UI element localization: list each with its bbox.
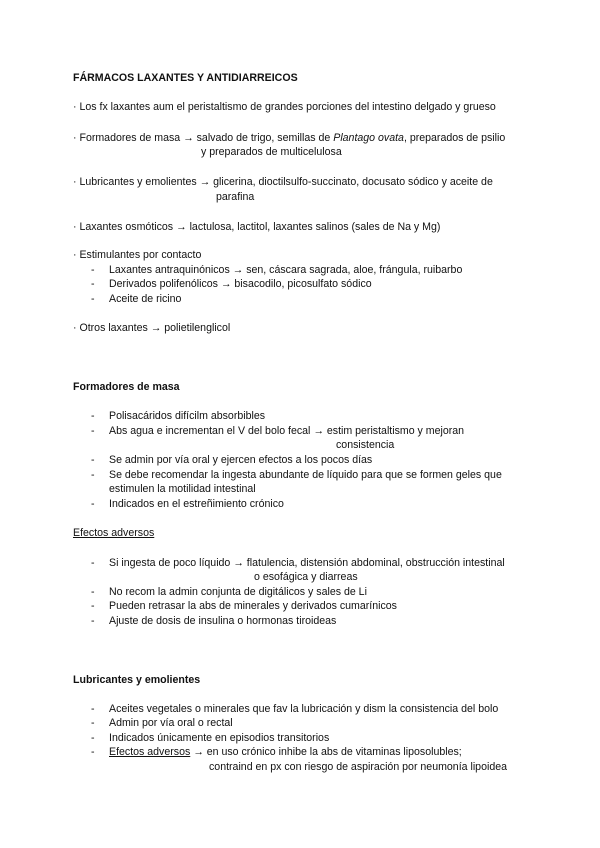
lubr-item-1: Aceites vegetales o minerales que fav la lubricación y dism la consistencia del bolo — [109, 703, 499, 715]
masa-efecto-3: Pueden retrasar la abs de minerales y derivados cumarínicos — [109, 600, 397, 612]
lubr-item-4-text: → en uso crónico inhibe la abs de vitaminas liposolubles; — [190, 746, 462, 758]
masa-item-5: Indicados en el estreñimiento crónico — [109, 498, 284, 510]
bullet-dash: - — [91, 498, 95, 510]
bullet-dash: - — [91, 615, 95, 627]
lubr-item-4 — [109, 746, 462, 759]
bullet-dash: - — [91, 425, 95, 437]
lubr-efectos-adversos-label: Efectos adversos — [109, 746, 191, 758]
intro-line-lubricantes-cont: parafina — [216, 191, 255, 203]
intro-line-estimulantes: · Estimulantes por contacto — [73, 249, 202, 261]
bullet-dash: - — [91, 278, 95, 290]
intro-formadores-text: · Formadores de masa → salvado de trigo, semillas de — [73, 132, 334, 144]
bullet-dash: - — [91, 703, 95, 715]
bullet-dash: - — [91, 557, 95, 569]
intro-estim-item-3: Aceite de ricino — [109, 293, 182, 305]
masa-item-4: Se debe recomendar la ingesta abundante de líquido para que se formen geles que — [109, 469, 502, 481]
bullet-dash: - — [91, 586, 95, 598]
masa-item-2-cont: consistencia — [336, 439, 395, 451]
intro-line-formadores-cont: y preparados de multicelulosa — [201, 146, 342, 158]
masa-item-4-cont: estimulen la motilidad intestinal — [109, 483, 256, 495]
masa-efecto-2: No recom la admin conjunta de digitálicos y sales de Li — [109, 586, 367, 598]
bullet-dash: - — [91, 717, 95, 729]
intro-formadores-text-end: , preparados de psilio — [403, 132, 506, 144]
page-title: FÁRMACOS LAXANTES Y ANTIDIARREICOS — [73, 72, 298, 84]
intro-line-otros: · Otros laxantes → polietilenglicol — [73, 322, 231, 334]
section-heading-formadores: Formadores de masa — [73, 381, 180, 393]
masa-item-1: Polisacáridos difícilm absorbibles — [109, 410, 266, 422]
masa-item-2: Abs agua e incrementan el V del bolo fecal → estim peristaltismo y mejoran — [109, 425, 465, 437]
intro-line-osmoticos: · Laxantes osmóticos → lactulosa, lactitol, laxantes salinos (sales de Na y Mg) — [73, 221, 441, 233]
intro-line-lubricantes: · Lubricantes y emolientes → glicerina, dioctilsulfo-succinato, docusato sódico y aceite de — [73, 176, 493, 188]
intro-estim-item-2: Derivados polifenólicos → bisacodilo, picosulfato sódico — [109, 278, 372, 290]
bullet-dash: - — [91, 264, 95, 276]
section-heading-lubricantes: Lubricantes y emolientes — [73, 674, 201, 686]
intro-line-laxantes: · Los fx laxantes aum el peristaltismo de grandes porciones del intestino delgado y grueso — [73, 101, 496, 113]
bullet-dash: - — [91, 293, 95, 305]
intro-line-formadores — [73, 132, 505, 145]
bullet-dash: - — [91, 469, 95, 481]
lubr-item-3: Indicados únicamente en episodios transitorios — [109, 732, 330, 744]
bullet-dash: - — [91, 732, 95, 744]
masa-efecto-4: Ajuste de dosis de insulina o hormonas tiroideas — [109, 615, 337, 627]
lubr-item-2: Admin por vía oral o rectal — [109, 717, 233, 729]
masa-item-3: Se admin por vía oral y ejercen efectos a los pocos días — [109, 454, 373, 466]
masa-efecto-1-cont: o esofágica y diarreas — [254, 571, 358, 583]
bullet-dash: - — [91, 454, 95, 466]
bullet-dash: - — [91, 410, 95, 422]
masa-efecto-1: Si ingesta de poco líquido → flatulencia, distensión abdominal, obstrucción intestinal — [109, 557, 505, 569]
subheading-efectos-adversos: Efectos adversos — [73, 527, 155, 539]
bullet-dash: - — [91, 746, 95, 758]
bullet-dash: - — [91, 600, 95, 612]
intro-estim-item-1: Laxantes antraquinónicos → sen, cáscara sagrada, aloe, frángula, ruibarbo — [109, 264, 463, 276]
intro-formadores-italic: Plantago ovata — [333, 132, 404, 144]
lubr-item-4-cont: contraind en px con riesgo de aspiración por neumonía lipoidea — [209, 761, 507, 773]
